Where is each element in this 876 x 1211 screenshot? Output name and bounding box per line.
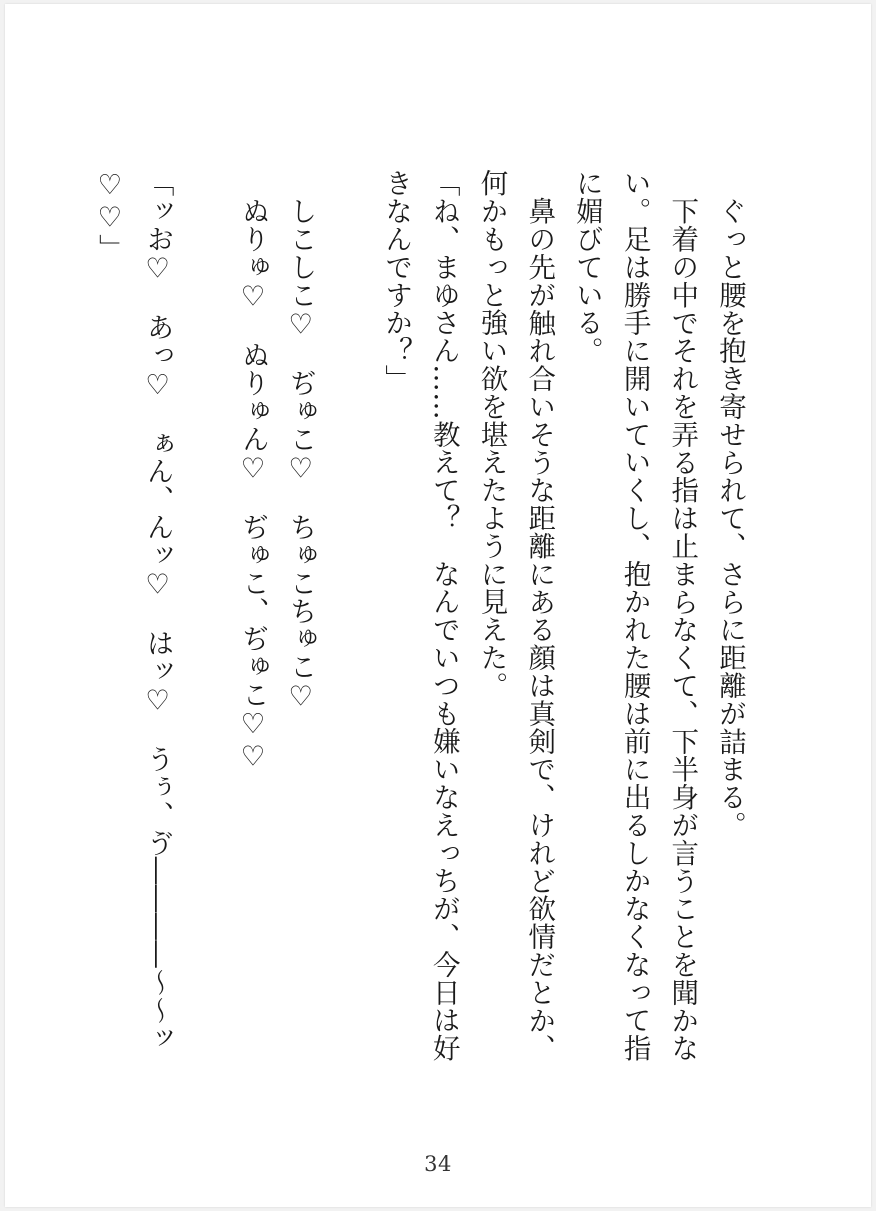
blank-line-1 [324, 169, 372, 1069]
blank-line-2 [181, 169, 229, 1069]
paragraph-onomatopoeia-2: ぬりゅ♡ ぬりゅん♡ ぢゅこ、ぢゅこ♡♡ [236, 196, 269, 773]
paragraph-3: 鼻の先が触れ合いそうな距離にある顔は真剣で、けれど欲情だとか、何かもっと強い欲を堪えたように見えた。 [475, 169, 556, 1062]
paragraph-onomatopoeia-1: しこしこ♡ ぢゅこ♡ ちゅこちゅこ♡ [284, 196, 317, 713]
book-page [5, 4, 871, 1207]
paragraph-2: 下着の中でそれを弄る指は止まらなくて、下半身が言うことを聞かない。足は勝手に開いていくし、抱かれた腰は前に出るしかなくなって指に媚びている。 [570, 169, 699, 1062]
vertical-text-body [93, 169, 753, 1069]
paragraph-dialogue-2: 「ッお♡ あっ♡ ぁん、んッ♡ はッ♡ うぅ、ゔ――――～～ッ♡♡」 [93, 169, 174, 1052]
paragraph-dialogue-1: 「ね、まゆさん……教えて？ なんでいつも嫌いなえっちが、今日は好きなんですか？」 [380, 169, 460, 1062]
page-number: 34 [424, 1152, 452, 1176]
paragraph-1: ぐっと腰を抱き寄せられて、さらに距離が詰まる。 [714, 196, 746, 839]
